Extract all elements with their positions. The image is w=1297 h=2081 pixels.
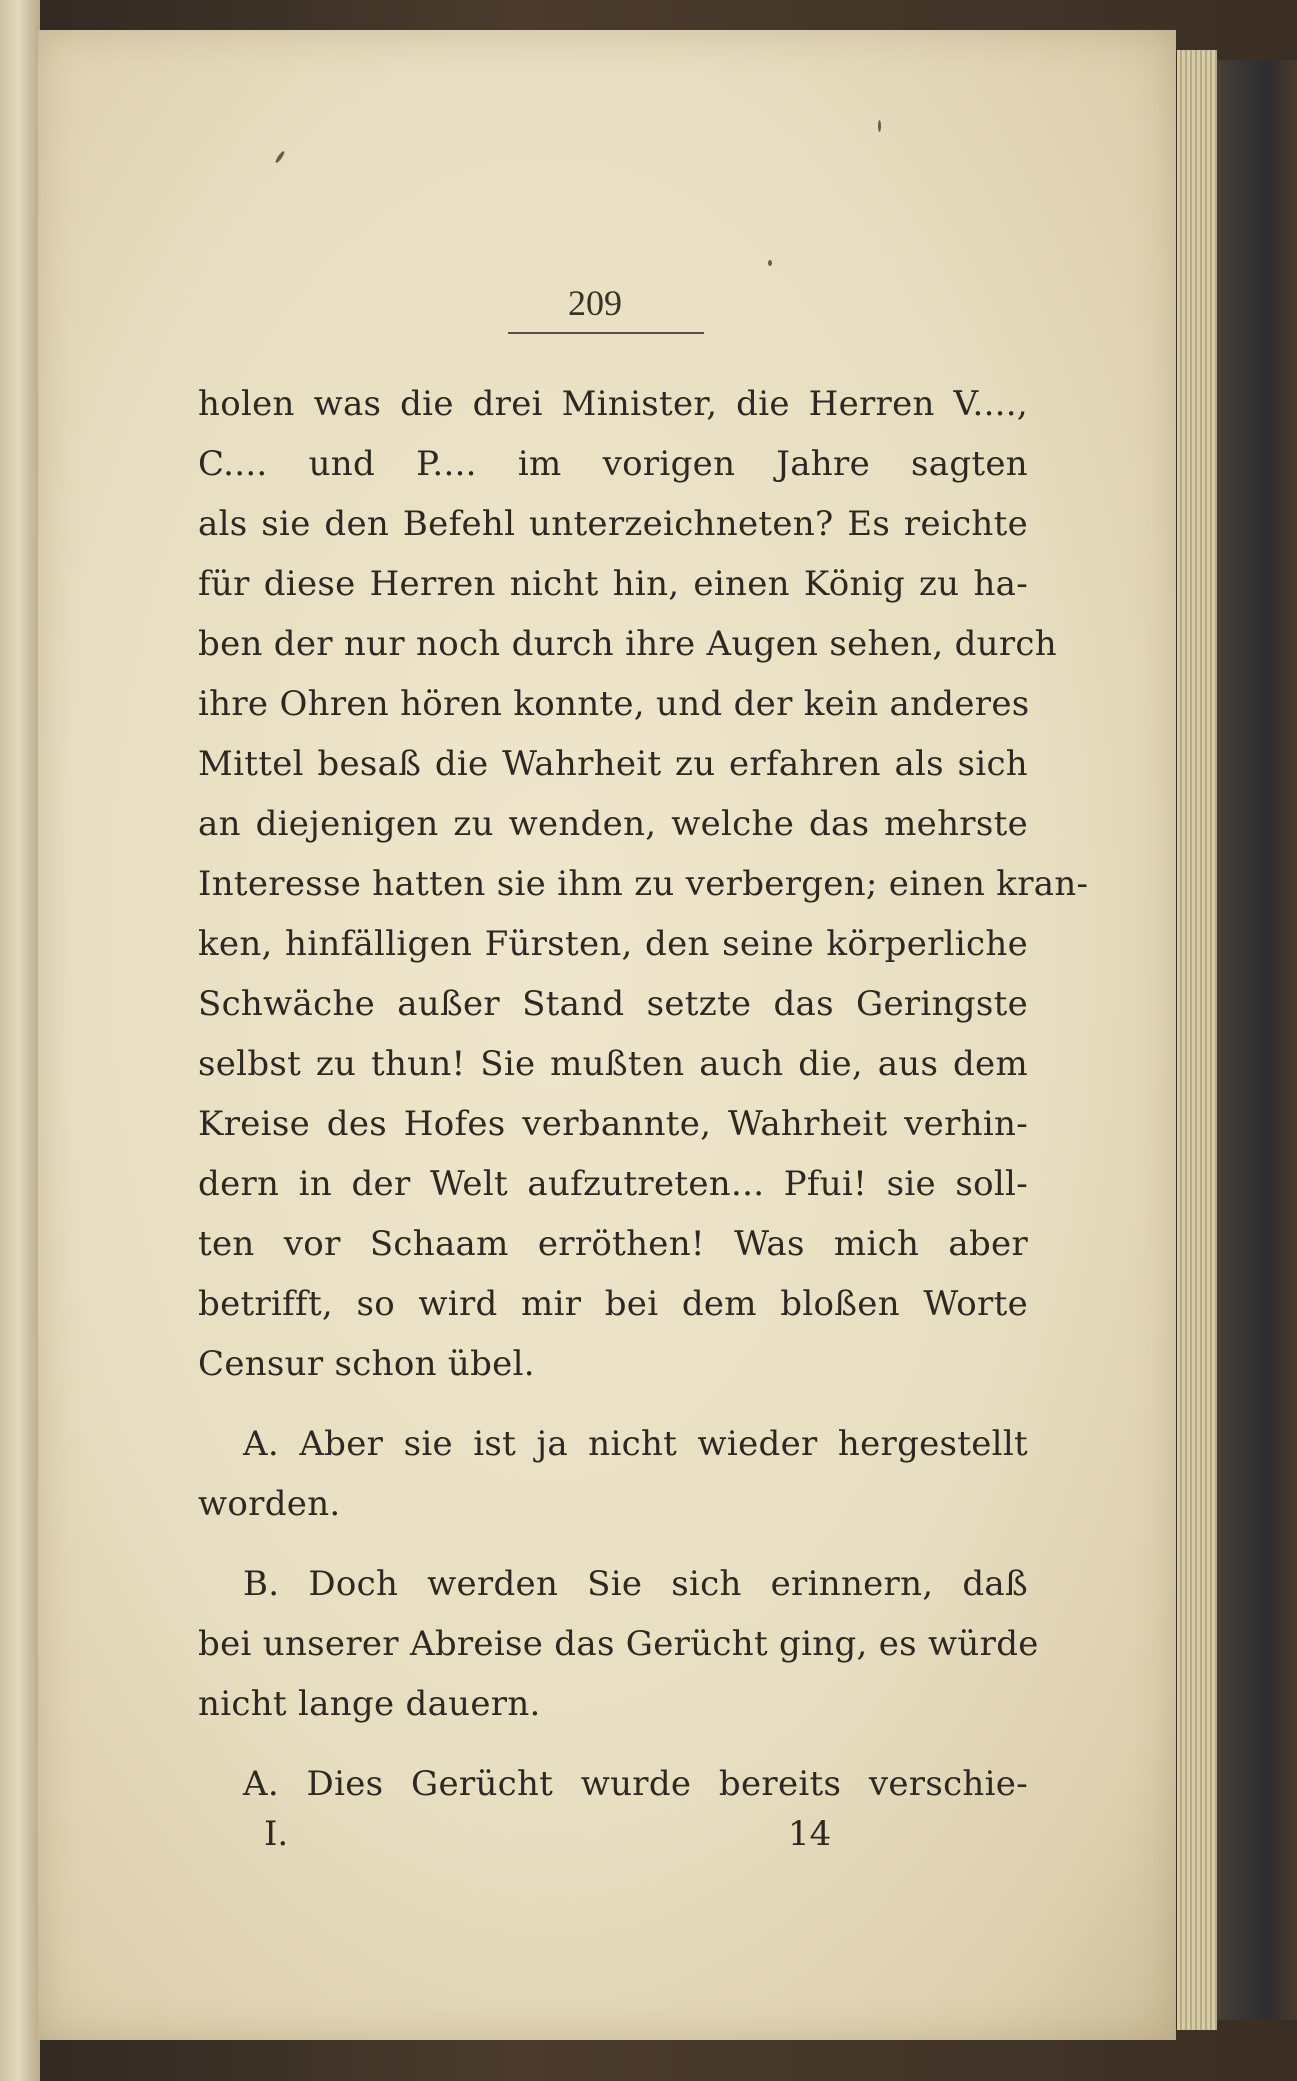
text-line: ken, hinfälligen Fürsten, den seine körperliche [198, 924, 1028, 964]
text-line: C.... und P.... im vorigen Jahre sagten [198, 444, 1028, 484]
book-page [38, 30, 1176, 2040]
text-line: Schwäche außer Stand setzte das Geringste [198, 984, 1028, 1024]
paper-speck [274, 150, 285, 164]
paper-speck [768, 260, 772, 266]
text-line: Interesse hatten sie ihm zu verbergen; einen kran- [198, 864, 1089, 904]
text-line: dern in der Welt aufzutreten... Pfui! sie soll- [198, 1164, 1028, 1204]
text-line: A. Aber sie ist ja nicht wieder hergestellt [243, 1424, 1028, 1464]
text-line: für diese Herren nicht hin, einen König zu ha- [198, 564, 1028, 604]
text-line: nicht lange dauern. [198, 1684, 541, 1724]
text-line: Mittel besaß die Wahrheit zu erfahren als sich [198, 744, 1028, 784]
text-line: ben der nur noch durch ihre Augen sehen, durch [198, 624, 1057, 664]
text-line: selbst zu thun! Sie mußten auch die, aus dem [198, 1044, 1028, 1084]
text-line: B. Doch werden Sie sich erinnern, daß [243, 1564, 1028, 1604]
text-line: betrifft, so wird mir bei dem bloßen Worte [198, 1284, 1028, 1324]
text-line: ihre Ohren hören konnte, und der kein anderes [198, 684, 1030, 724]
text-line: holen was die drei Minister, die Herren V...., [198, 384, 1028, 424]
previous-page-edge [0, 0, 40, 2081]
page-stack-edge [1177, 50, 1217, 2030]
text-line: worden. [198, 1484, 341, 1524]
sheet-number: 14 [788, 1814, 832, 1854]
page-number: 209 [568, 283, 622, 323]
text-line: ten vor Schaam erröthen! Was mich aber [198, 1224, 1028, 1264]
text-line: an diejenigen zu wenden, welche das mehrste [198, 804, 1028, 844]
text-line: Censur schon übel. [198, 1344, 535, 1384]
text-line: Kreise des Hofes verbannte, Wahrheit verhin- [198, 1104, 1028, 1144]
text-line: bei unserer Abreise das Gerücht ging, es würde [198, 1624, 1039, 1664]
text-line: A. Dies Gerücht wurde bereits verschie- [243, 1764, 1028, 1804]
paper-speck [878, 120, 881, 132]
header-rule [508, 332, 704, 334]
signature-mark: I. [264, 1814, 289, 1854]
text-line: als sie den Befehl unterzeichneten? Es reichte [198, 504, 1028, 544]
